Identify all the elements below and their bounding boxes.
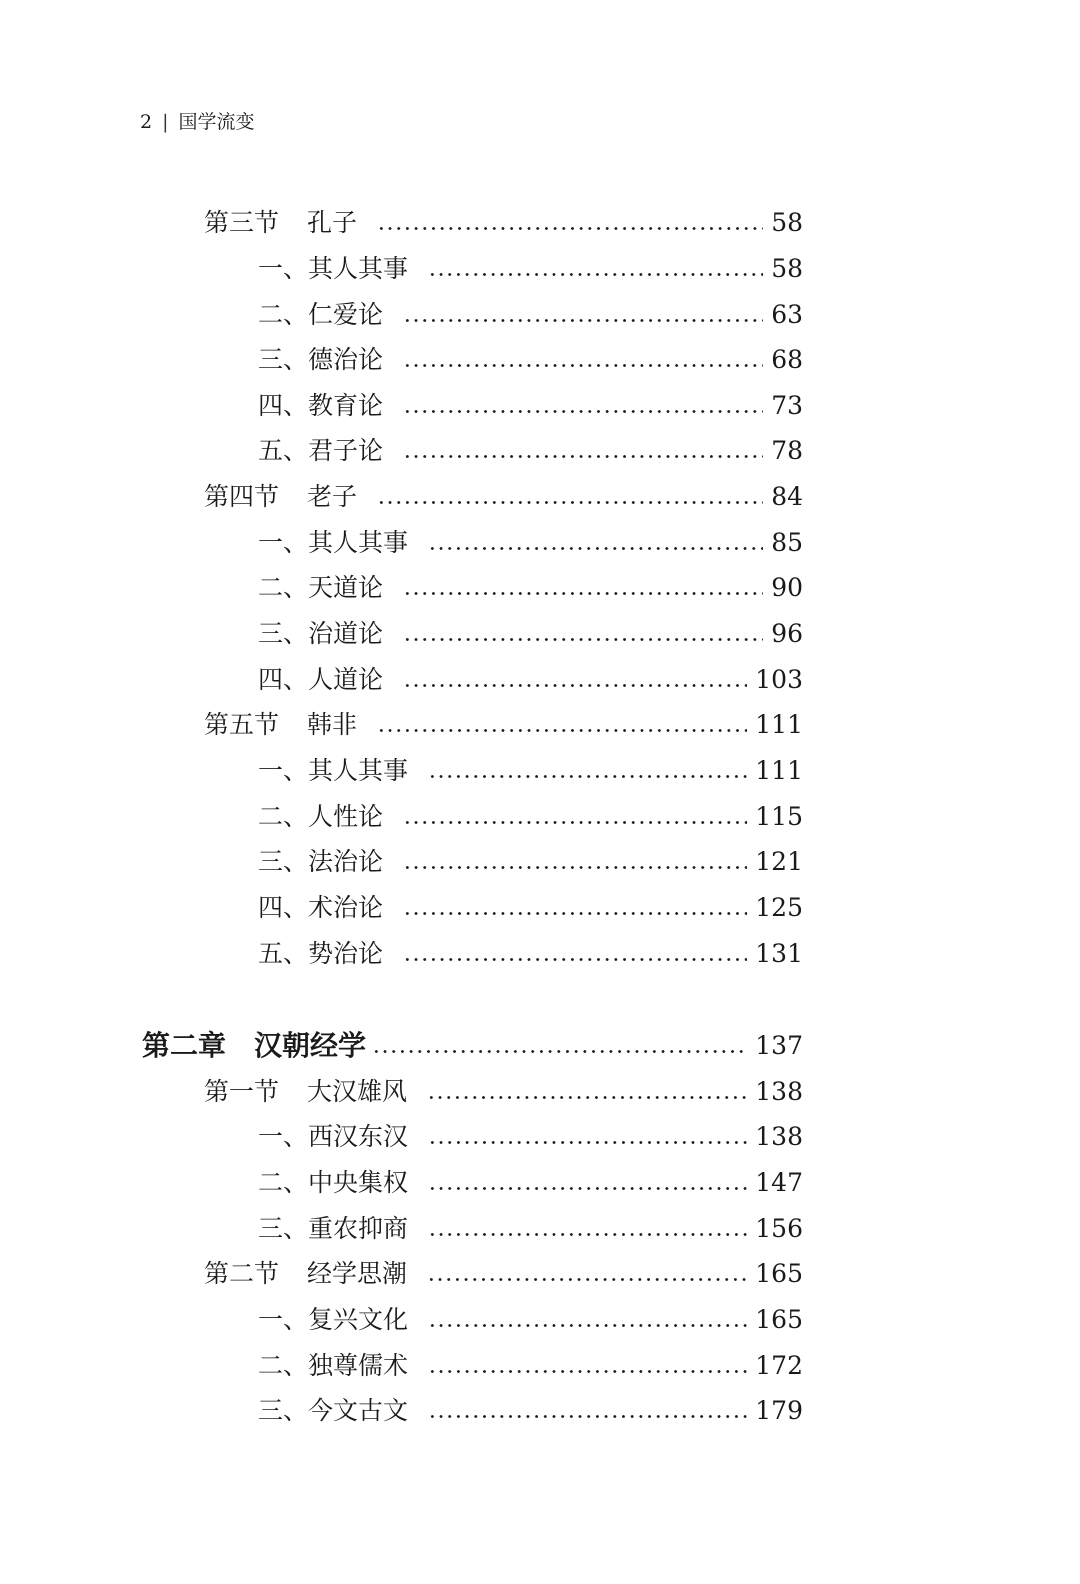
toc-entry-section bbox=[204, 706, 803, 744]
toc-entry-number: 四、 bbox=[258, 893, 309, 922]
toc-entry-label: 经学思潮 bbox=[307, 1259, 408, 1288]
toc-entry-label: 人道论 bbox=[308, 665, 384, 694]
toc-entry-number: 四、 bbox=[258, 665, 309, 694]
toc-entry-page: 172 bbox=[755, 1351, 803, 1380]
toc-entry-number: 第五节 bbox=[204, 710, 280, 739]
toc-entry-title bbox=[258, 296, 383, 334]
toc-entry-page: 96 bbox=[771, 619, 803, 648]
toc-entry-sub bbox=[258, 752, 803, 790]
toc-entry-title bbox=[258, 1301, 408, 1339]
toc-entry-label: 其人其事 bbox=[308, 756, 409, 785]
dot-leader bbox=[428, 1301, 747, 1339]
toc-entry-number: 四、 bbox=[258, 391, 309, 420]
dot-leader bbox=[403, 387, 763, 425]
toc-entry-label: 君子论 bbox=[308, 436, 384, 465]
toc-entry-page: 165 bbox=[755, 1305, 803, 1334]
toc-entry-number: 五、 bbox=[258, 939, 309, 968]
toc-entry-page: 78 bbox=[771, 436, 803, 465]
toc-entry-page: 121 bbox=[755, 847, 803, 876]
toc-entry-section bbox=[204, 478, 803, 516]
toc-entry-sub bbox=[258, 1301, 803, 1339]
dot-leader bbox=[427, 1255, 747, 1293]
toc-entry-number: 三、 bbox=[258, 619, 309, 648]
toc-entry-page: 63 bbox=[771, 300, 803, 329]
toc-entry-title bbox=[258, 843, 383, 881]
toc-entry-title bbox=[258, 432, 383, 470]
toc-entry-number: 第二节 bbox=[204, 1259, 280, 1288]
toc-entry-number: 一、 bbox=[258, 1122, 309, 1151]
toc-entry-number: 五、 bbox=[258, 436, 309, 465]
toc-entry-sub bbox=[258, 432, 803, 470]
toc-entry-number: 三、 bbox=[258, 1214, 309, 1243]
book-title: 国学流变 bbox=[178, 111, 255, 133]
toc-entry-number: 二、 bbox=[258, 573, 309, 602]
dot-leader bbox=[403, 935, 747, 973]
toc-entry-title bbox=[204, 204, 357, 242]
dot-leader bbox=[428, 1210, 747, 1248]
header-separator: | bbox=[162, 111, 169, 133]
toc-entry-page: 58 bbox=[771, 254, 803, 283]
toc-entry-label: 其人其事 bbox=[308, 528, 409, 557]
dot-leader bbox=[377, 478, 763, 516]
toc-entry-sub bbox=[258, 935, 803, 973]
dot-leader bbox=[427, 1073, 747, 1111]
toc-entry-number: 第二章 bbox=[142, 1029, 227, 1062]
toc-entry-sub bbox=[258, 1210, 803, 1248]
toc-entry-sub bbox=[258, 843, 803, 881]
toc-entry-sub bbox=[258, 1164, 803, 1202]
toc-entry-number: 二、 bbox=[258, 802, 309, 831]
toc-entry-title bbox=[204, 1255, 407, 1293]
toc-entry-sub bbox=[258, 341, 803, 379]
toc-entry-sub bbox=[258, 615, 803, 653]
toc-entry-number: 一、 bbox=[258, 1305, 309, 1334]
toc-entry-label: 天道论 bbox=[308, 573, 384, 602]
toc-entry-title bbox=[258, 1164, 408, 1202]
toc-entry-number: 一、 bbox=[258, 528, 309, 557]
dot-leader bbox=[403, 843, 747, 881]
dot-leader bbox=[377, 706, 747, 744]
toc-entry-number: 一、 bbox=[258, 756, 309, 785]
toc-entry-section bbox=[204, 1073, 803, 1111]
toc-entry-page: 73 bbox=[771, 391, 803, 420]
toc-entry-label: 术治论 bbox=[308, 893, 384, 922]
dot-leader bbox=[403, 798, 747, 836]
toc-entry-sub bbox=[258, 1347, 803, 1385]
dot-leader bbox=[428, 1118, 747, 1156]
toc-entry-title bbox=[204, 1073, 407, 1111]
toc-entry-number: 第四节 bbox=[204, 482, 280, 511]
toc-entry-label: 独尊儒术 bbox=[308, 1351, 409, 1380]
dot-leader bbox=[377, 204, 763, 242]
toc-entry-label: 今文古文 bbox=[308, 1396, 409, 1425]
toc-entry-sub bbox=[258, 524, 803, 562]
toc-entry-number: 二、 bbox=[258, 1351, 309, 1380]
toc-entry-sub bbox=[258, 387, 803, 425]
toc-entry-label: 其人其事 bbox=[308, 254, 409, 283]
toc-entry-page: 90 bbox=[771, 573, 803, 602]
toc-entry-label: 人性论 bbox=[308, 802, 384, 831]
toc-entry-label: 仁爱论 bbox=[308, 300, 384, 329]
toc-entry-label: 汉朝经学 bbox=[254, 1029, 367, 1062]
toc-entry-page: 111 bbox=[755, 756, 803, 785]
dot-leader bbox=[428, 1392, 747, 1430]
toc-entry-label: 老子 bbox=[307, 482, 358, 511]
toc-entry-page: 165 bbox=[755, 1259, 803, 1288]
dot-leader bbox=[403, 569, 763, 607]
dot-leader bbox=[403, 296, 763, 334]
toc-entry-number: 三、 bbox=[258, 847, 309, 876]
toc-entry-page: 137 bbox=[755, 1031, 803, 1060]
dot-leader bbox=[403, 615, 763, 653]
toc-entry-page: 84 bbox=[771, 482, 803, 511]
toc-entry-number: 二、 bbox=[258, 1168, 309, 1197]
toc-entry-page: 125 bbox=[755, 893, 803, 922]
toc-entry-title bbox=[258, 250, 408, 288]
dot-leader bbox=[428, 752, 747, 790]
toc-entry-section bbox=[204, 1255, 803, 1293]
toc-entry-title bbox=[258, 341, 383, 379]
toc-entry-sub bbox=[258, 889, 803, 927]
toc-entry-page: 179 bbox=[755, 1396, 803, 1425]
toc-entry-label: 治道论 bbox=[308, 619, 384, 648]
toc-entry-title bbox=[258, 387, 383, 425]
toc-entry-number: 三、 bbox=[258, 1396, 309, 1425]
toc-entry-label: 法治论 bbox=[308, 847, 384, 876]
toc-entry-chapter bbox=[142, 1027, 803, 1065]
dot-leader bbox=[403, 889, 747, 927]
toc-entry-label: 势治论 bbox=[308, 939, 384, 968]
toc-entry-title bbox=[258, 798, 383, 836]
toc-entry-title bbox=[204, 478, 357, 516]
toc-entry-label: 教育论 bbox=[308, 391, 384, 420]
toc-entry-page: 156 bbox=[755, 1214, 803, 1243]
toc-entry-label: 大汉雄风 bbox=[307, 1077, 408, 1106]
toc-entry-number: 二、 bbox=[258, 300, 309, 329]
toc-entry-sub bbox=[258, 798, 803, 836]
toc-entry-page: 103 bbox=[755, 665, 803, 694]
toc-entry-page: 68 bbox=[771, 345, 803, 374]
toc-entry-label: 复兴文化 bbox=[308, 1305, 409, 1334]
toc-entry-section bbox=[204, 204, 803, 242]
toc-entry-sub bbox=[258, 1392, 803, 1430]
toc-entry-title bbox=[258, 1392, 408, 1430]
toc-entry-title bbox=[142, 1027, 366, 1065]
dot-leader bbox=[428, 250, 763, 288]
toc-entry-label: 西汉东汉 bbox=[308, 1122, 409, 1151]
toc-entry-number: 三、 bbox=[258, 345, 309, 374]
dot-leader bbox=[403, 661, 747, 699]
toc-entry-title bbox=[258, 615, 383, 653]
toc-entry-title bbox=[258, 1347, 408, 1385]
toc-entry-label: 韩非 bbox=[307, 710, 358, 739]
toc-entry-sub bbox=[258, 1118, 803, 1156]
toc-entry-page: 111 bbox=[755, 710, 803, 739]
dot-leader bbox=[403, 341, 763, 379]
toc-entry-page: 138 bbox=[755, 1077, 803, 1106]
toc-entry-title bbox=[258, 1210, 408, 1248]
toc-entry-title bbox=[258, 569, 383, 607]
page-number: 2 bbox=[140, 111, 153, 133]
toc-entry-label: 中央集权 bbox=[308, 1168, 409, 1197]
toc-entry-number: 第三节 bbox=[204, 208, 280, 237]
toc-entry-label: 孔子 bbox=[307, 208, 358, 237]
toc-entry-title bbox=[258, 889, 383, 927]
toc-entry-number: 第一节 bbox=[204, 1077, 280, 1106]
dot-leader bbox=[428, 1347, 747, 1385]
dot-leader bbox=[403, 432, 763, 470]
dot-leader bbox=[428, 524, 763, 562]
toc-entry-page: 147 bbox=[755, 1168, 803, 1197]
toc-entry-label: 德治论 bbox=[308, 345, 384, 374]
toc-entry-sub bbox=[258, 569, 803, 607]
dot-leader bbox=[428, 1164, 747, 1202]
toc-entry-sub bbox=[258, 296, 803, 334]
toc-entry-page: 115 bbox=[755, 802, 803, 831]
toc-entry-title bbox=[258, 752, 408, 790]
dot-leader bbox=[372, 1027, 745, 1065]
toc-entry-page: 131 bbox=[755, 939, 803, 968]
toc-entry-sub bbox=[258, 661, 803, 699]
toc-entry-title bbox=[258, 661, 383, 699]
toc-entry-page: 85 bbox=[771, 528, 803, 557]
toc-entry-number: 一、 bbox=[258, 254, 309, 283]
toc-entry-page: 138 bbox=[755, 1122, 803, 1151]
toc-entry-sub bbox=[258, 250, 803, 288]
toc-entry-title bbox=[258, 1118, 408, 1156]
toc-entry-title bbox=[258, 524, 408, 562]
toc-entry-title bbox=[204, 706, 357, 744]
toc-entry-page: 58 bbox=[771, 208, 803, 237]
toc-entry-label: 重农抑商 bbox=[308, 1214, 409, 1243]
toc-entry-title bbox=[258, 935, 383, 973]
